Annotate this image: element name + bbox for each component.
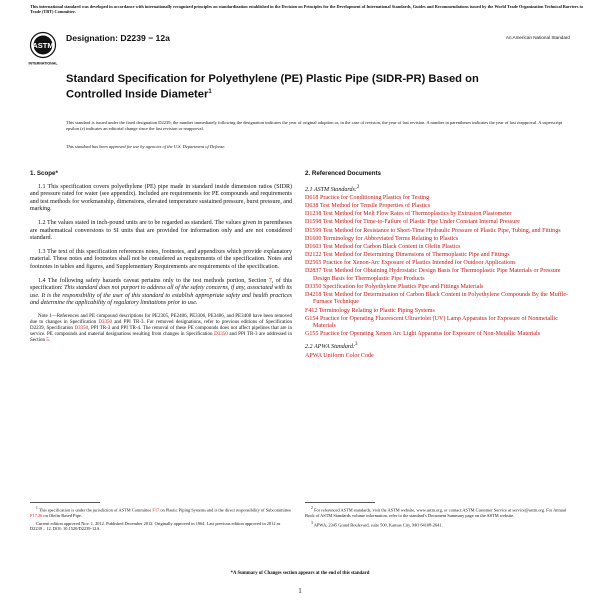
summary-of-changes-note: *A Summary of Changes section appears at the end of this standard xyxy=(230,571,370,576)
reference-item xyxy=(305,331,570,339)
reference-title-link[interactable]: Test Method for Resistance to Short-Time Hydraulic Pressure of Plastic Pipe, Tubing, and Fittings xyxy=(322,227,561,234)
reference-title-link[interactable]: Practice for Operating Fluorescent Ultraviolet (UV) Lamp Apparatus for Exposure of Nonmetallic Materials xyxy=(313,315,558,330)
reference-title-link[interactable]: Test Method for Obtaining Hydrostatic Design Basis for Thermoplastic Pipe Materials or Pressure Design Basis for Thermoplastic Pipe Products xyxy=(313,268,561,282)
reference-code-link[interactable]: D638 xyxy=(305,203,319,210)
d3350-link[interactable]: D3350 xyxy=(74,326,89,332)
safety-caveat: This standard does not purport to address all of the safety concerns, if any, associated with its use. It is the responsibility of the user of this standard to establish appropriate safety and health practices and determine the applicability of regulatory limitations prior to use. xyxy=(30,285,292,307)
reference-item xyxy=(305,316,570,331)
note-text-e: . xyxy=(48,338,50,344)
reference-item xyxy=(305,219,570,227)
reference-code-link[interactable]: D3350 xyxy=(305,283,322,290)
footnote-2-mark: 2 xyxy=(311,506,313,510)
footnotes-right xyxy=(305,506,570,531)
d3350-link[interactable]: D3350 xyxy=(214,332,228,338)
reference-code-link[interactable]: D2565 xyxy=(305,259,322,266)
scope-1-3: 1.3 The text of this specification references notes, footnotes, and appendixes which provide explanatory material. These notes and footnotes shall not be considered as requirements of the specification. Notes and footnotes in tables and figures, and Supplementary Requirements are requirements of the specification. xyxy=(30,248,292,270)
apwa-color-code-link[interactable]: APWA Uniform Color Code xyxy=(305,352,374,359)
wto-notice: This international standard was developed in accordance with internationally recognized principles on standardization established in the Decision on Principles for the Development of International Standards, Guides and Recommendations issued by the World Trade Organization Technical Barriers to Trade (TBT) Committee. xyxy=(30,4,584,15)
reference-code-link[interactable]: D618 xyxy=(305,195,319,202)
designation: Designation: D2239 − 12a xyxy=(66,33,170,43)
reference-title-link[interactable]: Terminology Relating to Plastic Piping Systems xyxy=(318,307,435,314)
footnote-3-ref[interactable]: 3 xyxy=(355,341,358,347)
document-title xyxy=(66,73,536,101)
issued-note: This standard is issued under the fixed designation D2239; the number immediately following the designation indicates the year of original adoption or, in the case of revision, the year of last revision. A number in parentheses indicates the year of last reapproval. A superscript epsilon (ε) indicates an editorial change since the last revision or reapproval. xyxy=(66,120,563,131)
reference-item xyxy=(305,260,570,268)
reference-code-link[interactable]: D2122 xyxy=(305,251,322,258)
reference-title-link[interactable]: Test Method for Tensile Properties of Plastics xyxy=(319,203,431,210)
f17-link[interactable]: F17 xyxy=(152,507,160,513)
scope-1-1: 1.1 This specification covers polyethylene (PE) pipe made in standard inside dimension ratios (SIDR) and pressure rated for water (see appendix). Included are requirements for PE compounds and requirements and test methods for workmanship, dimensions, elevated temperature sustained pressure, burst pressure, and marking. xyxy=(30,183,292,213)
reference-code-link[interactable]: F412 xyxy=(305,307,318,314)
reference-code-link[interactable]: D1598 xyxy=(305,219,322,226)
reference-item xyxy=(305,195,570,203)
note-text-d: and PPI TR-3 are addressed in Section xyxy=(30,332,292,344)
astm-standards-text: 2.1 ASTM Standards: xyxy=(305,186,357,193)
apwa-standard-label xyxy=(305,341,570,352)
reference-item xyxy=(305,252,570,260)
left-column xyxy=(30,170,292,350)
footnote-3-text: APWA, 2345 Grand Boulevard, suite 500, Kansas City, MO 64108-2641. xyxy=(313,522,443,528)
section-7-link[interactable]: 7 xyxy=(268,277,272,284)
reference-title-link[interactable]: Practice for Operating Xenon Arc Light Apparatus for Exposure of Non-Metallic Materials xyxy=(319,331,541,338)
reference-code-link[interactable]: D1603 xyxy=(305,243,322,250)
note-1 xyxy=(30,314,292,344)
scope-1-4-text: 1.4 The following safety hazards caveat pertains only to the test methods portion, Section xyxy=(38,277,269,284)
reference-code-link[interactable]: D1600 xyxy=(305,235,322,242)
footnote-2-ref[interactable]: 2 xyxy=(356,184,360,190)
reference-item xyxy=(305,228,570,236)
reference-title-link[interactable]: Test Method for Carbon Black Content in Olefin Plastics xyxy=(322,243,461,250)
note-text-c: , PPI TR-3 and PPI TR-4. The removal of these PE compounds does not affect pipelines that are in service. PE compounds and material designations resulting from changes in Specification xyxy=(30,326,292,338)
f17-26-link[interactable]: F17.26 xyxy=(30,512,43,518)
footnote-3 xyxy=(305,521,570,528)
astm-logo-icon xyxy=(28,31,58,67)
page-number: 1 xyxy=(298,587,302,595)
reference-item xyxy=(305,211,570,219)
reference-list xyxy=(305,195,570,339)
footnote-rule-right xyxy=(305,502,375,503)
section-5-link[interactable]: 5 xyxy=(46,338,49,344)
svg-text:ASTM: ASTM xyxy=(32,41,54,50)
reference-code-link[interactable]: G154 xyxy=(305,315,319,322)
reference-code-link[interactable]: D2837 xyxy=(305,268,322,275)
d3350-link[interactable]: D3350 xyxy=(98,320,113,325)
reference-code-link[interactable]: D1599 xyxy=(305,227,322,234)
reference-item xyxy=(305,292,570,307)
scope-heading: 1. Scope* xyxy=(30,170,58,177)
referenced-documents-heading: 2. Referenced Documents xyxy=(305,170,381,177)
reference-title-link[interactable]: Terminology for Abbreviated Terms Relating to Plastics xyxy=(322,235,459,242)
footnote-1-text-b: on Plastic Piping Systems and is the direct responsibility of Subcommittee xyxy=(159,507,292,513)
astm-standards-label xyxy=(305,184,570,195)
apwa-standard-text: 2.2 APWA Standard: xyxy=(305,343,356,350)
footnote-1 xyxy=(30,506,292,518)
reference-item xyxy=(305,244,570,252)
approved-note: This standard has been approved for use by agencies of the U.S. Department of Defense. xyxy=(66,144,226,149)
reference-code-link[interactable]: D1238 xyxy=(305,211,322,218)
reference-item xyxy=(305,284,570,292)
svg-text:INTERNATIONAL: INTERNATIONAL xyxy=(28,61,58,66)
note-text-a: Note 1—References and PE compound descriptions for PE2305, PE2406, PE3306, PE3406, and PE3408 have been removed due to changes in Specification xyxy=(30,313,292,325)
reference-title-link[interactable]: Specification for Polyethylene Plastics Pipe and Fittings Materials xyxy=(322,283,484,290)
reference-title-link[interactable]: Practice for Xenon-Arc Exposure of Plastics Intended for Outdoor Applications xyxy=(322,259,516,266)
reference-title-link[interactable]: Practice for Conditioning Plastics for Testing xyxy=(319,195,430,202)
title-text: Standard Specification for Polyethylene (PE) Plastic Pipe (SIDR-PR) Based on Controlled Inside Diameter xyxy=(66,73,479,101)
scope-1-2: 1.2 The values stated in inch-pound units are to be regarded as standard. The values given in parentheses are mathematical conversions to SI units that are provided for information only and are not considered standard. xyxy=(30,219,292,242)
footnote-1-text-a: This specification is under the jurisdiction of ASTM Committee xyxy=(38,507,153,513)
national-standard-label: An American National Standard xyxy=(505,35,570,40)
reference-item xyxy=(305,268,570,283)
reference-code-link[interactable]: G155 xyxy=(305,331,319,338)
reference-title-link[interactable]: Test Method for Time-to-Failure of Plastic Pipe Under Constant Internal Pressure xyxy=(322,219,520,226)
footnote-1-mark: 1 xyxy=(36,506,38,510)
reference-title-link[interactable]: Test Method for Melt Flow Rates of Thermoplastics by Extrusion Plastometer xyxy=(322,211,512,218)
footnote-edition: Current edition approved Nov. 1, 2012. Published December 2012. Originally approved in 1964. Last previous edition approved in 2012 as D2239 – 12. DOI: 10.1520/D2239-12A. xyxy=(30,521,281,532)
reference-title-link[interactable]: Test Method for Determination of Carbon Black Content in Polyethylene Compounds By the Muffle-Furnace Technique xyxy=(313,291,569,306)
note-text-b: and PPI TR-3. For removed designations, refer to previous editions of Specification D2239, Specification xyxy=(30,320,293,332)
footnote-3-mark: 3 xyxy=(311,521,313,526)
reference-code-link[interactable]: D4218 xyxy=(305,291,322,298)
right-column xyxy=(305,170,570,361)
reference-title-link[interactable]: Test Method for Determining Dimensions of Thermoplastic Pipe and Fittings xyxy=(322,251,510,258)
scope-1-4-text-2: , of this specification: xyxy=(30,277,293,292)
footnote-2 xyxy=(305,506,570,518)
reference-item xyxy=(305,236,570,244)
scope-1-4 xyxy=(30,278,292,308)
footnote-2-text: For referenced ASTM standards, visit the ASTM website, www.astm.org, or contact ASTM Customer Service at service@astm.org. For Annual Book of ASTM Standards volume information, refer to the standard's Document Summary page on the ASTM website. xyxy=(305,507,567,518)
footnote-rule-left xyxy=(30,502,100,503)
footnotes-left xyxy=(30,506,292,535)
title-footnote-ref[interactable]: 1 xyxy=(208,88,212,95)
reference-item xyxy=(305,308,570,316)
reference-item xyxy=(305,203,570,211)
footnote-1-text-c: on Olefin Based Pipe. xyxy=(42,512,82,518)
